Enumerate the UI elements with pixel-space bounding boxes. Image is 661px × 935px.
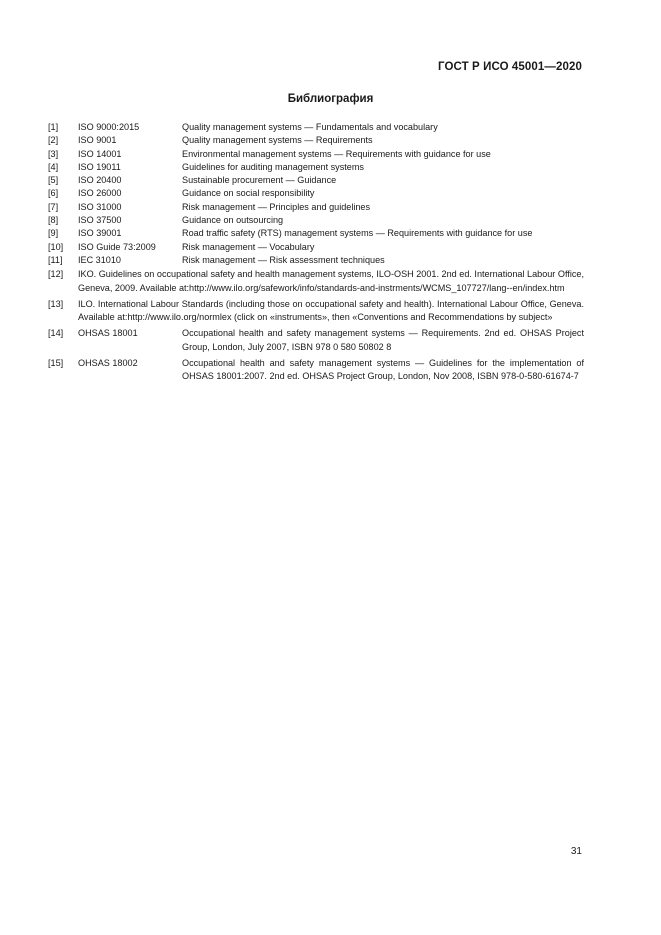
entry-number: [11] [48,254,63,265]
bibliography-entry [48,268,584,295]
entry-description: Quality management systems — Requirements [182,135,373,146]
entry-code: ISO 37500 [78,215,122,226]
entry-code: OHSAS 18002 [78,358,138,369]
entry-number: [8] [48,215,59,226]
bibliography-entry [48,327,584,354]
entry-full-text: IKO. Guidelines on occupational safety and health management systems, ILO-OSH 2001. 2nd ed. International Labour Office, Geneva, 2009. Available at:http://www.ilo.org/safework/info/standards-and-instrments/WCMS_107727/lang--en/index.htm [78,269,584,293]
bibliography-title: Библиография [287,93,374,105]
entry-code: ISO 26000 [78,188,122,199]
entry-code: IEC 31010 [78,254,121,265]
bibliography-entry [48,241,584,254]
entry-description: Environmental management systems — Requirements with guidance for use [182,148,491,159]
entry-code: ISO 19011 [78,161,121,172]
entry-description: Quality management systems — Fundamentals and vocabulary [182,122,438,132]
bibliography-entry [48,174,584,187]
entry-description: Risk management — Principles and guidelines [182,201,371,212]
entry-number: [1] [48,122,59,132]
page-number: 31 [570,846,582,857]
bibliography-entry [48,148,584,161]
entry-description: Guidelines for auditing management systems [182,161,364,172]
entry-full-text: ILO. International Labour Standards (including those on occupational safety and health). International Labour Office, Geneva. Available at:http://www.ilo.org/normlex (click on «instruments», then «Conventions and Recommendations by subject» [78,298,584,323]
document-code: ГОСТ Р ИСО 45001—2020 [437,61,582,73]
bibliography-entry [48,298,584,325]
entry-number: [4] [48,161,59,172]
entry-description: Guidance on outsourcing [182,215,284,226]
bibliography-entry [48,357,584,384]
bibliography-entry [48,214,584,227]
entry-code: ISO Guide 73:2009 [78,241,156,252]
entry-number: [14] [48,328,64,339]
entry-description: Guidance on social responsibility [182,188,315,199]
entry-description: Sustainable procurement — Guidance [182,175,337,186]
entry-number: [5] [48,175,59,186]
entry-code: ISO 39001 [78,228,122,239]
bibliography-entry [48,187,584,200]
entry-code: OHSAS 18001 [78,328,138,339]
entry-number: [9] [48,228,59,239]
entry-code: ISO 20400 [78,175,122,186]
entry-description: Road traffic safety (RTS) management systems — Requirements with guidance for use [182,228,533,239]
bibliography-entry [48,254,584,267]
entry-description: Risk management — Risk assessment techniques [182,254,385,265]
bibliography-entry [48,134,584,147]
entry-number: [3] [48,148,59,159]
bibliography-entry [48,201,584,214]
entry-number: [7] [48,201,59,212]
entry-description: Occupational health and safety management systems — Guidelines for the implementation of OHSAS 18001:2007. 2nd ed. OHSAS Project Group, London, Nov 2008, ISBN 978-0-580-61674-7 [182,358,584,382]
entry-number: [13] [48,298,64,309]
entry-number: [10] [48,241,64,252]
bibliography-entry [48,161,584,174]
entry-number: [15] [48,358,64,369]
bibliography-entry [48,227,584,240]
entry-number: [2] [48,135,59,146]
entry-code: ISO 9000:2015 [78,122,140,132]
entry-code: ISO 31000 [78,201,122,212]
entry-description: Risk management — Vocabulary [182,241,315,252]
entry-description: Occupational health and safety management systems — Requirements. 2nd ed. OHSAS Project Group, London, July 2007, ISBN 978 0 580 50802 8 [182,328,584,352]
entry-code: ISO 9001 [78,135,117,146]
bibliography-entry [48,121,584,134]
entry-number: [6] [48,188,59,199]
bibliography-list [48,121,584,387]
entry-code: ISO 14001 [78,148,122,159]
entry-number: [12] [48,269,64,280]
